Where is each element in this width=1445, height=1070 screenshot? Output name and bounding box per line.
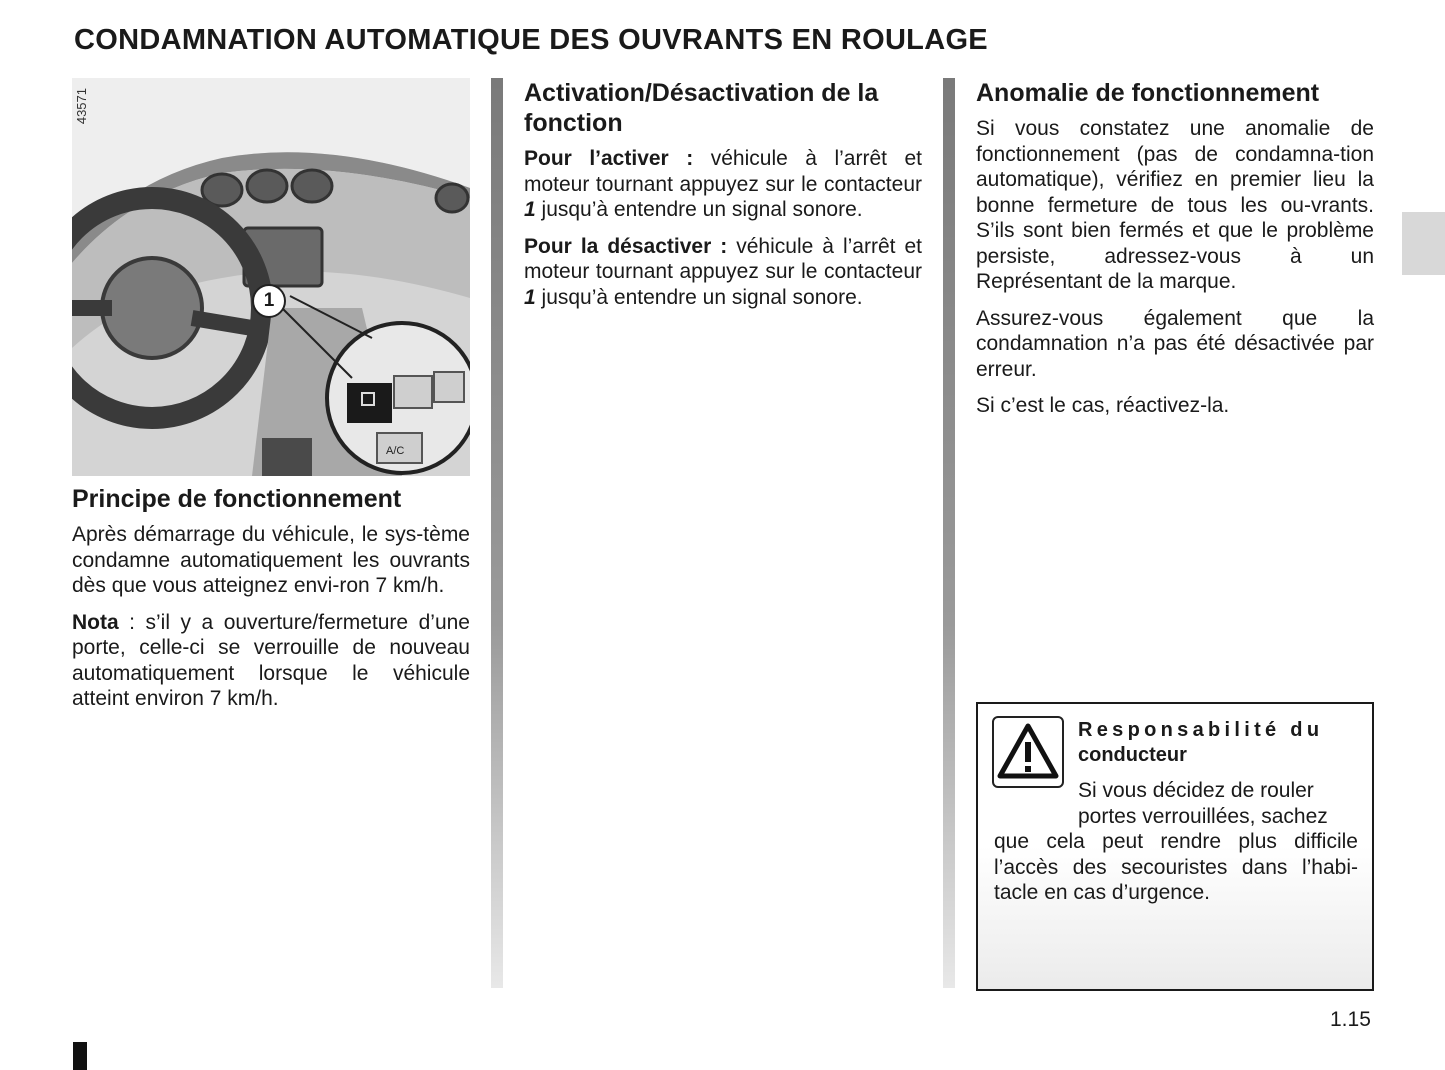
nota-text: : s’il y a ouverture/fermeture d’une porte, celle-ci se verrouille de nouveau automatiquement lorsque le véhicule atteint environ 7 km/h.	[72, 610, 470, 710]
nota-paragraph	[72, 610, 470, 712]
anomaly-reactivate-paragraph: Si c’est le cas, réactivez-la.	[976, 394, 1230, 417]
switch-reference: 1	[524, 198, 536, 221]
driver-responsibility-warning	[976, 702, 1374, 991]
section-heading-activation: Activation/Désactivation de la fonction	[524, 79, 879, 137]
dashboard-illustration	[72, 78, 470, 476]
page-number: 1.15	[1330, 1008, 1371, 1031]
activate-text-end: jusqu’à entendre un signal sonore.	[535, 198, 863, 221]
switch-reference: 1	[524, 285, 536, 309]
page-corner-mark	[73, 1042, 87, 1070]
warning-body-line1: Si vous décidez de rouler	[1078, 779, 1314, 802]
anomaly-paragraph: Si vous constatez une anomalie de fonctionnement (pas de condamna-tion automatique), vérifiez en premier lieu la bonne fermeture de tous les ou-vrants. S’ils sont bien fermés et que le problème persiste, adressez-vous à un Représentant de la marque.	[976, 117, 1374, 293]
callout-marker-1: 1	[252, 284, 286, 318]
warning-body-line2: portes verrouillées, sachez	[1078, 804, 1328, 828]
column-anomaly	[976, 78, 1374, 430]
deactivate-paragraph	[524, 234, 922, 311]
warning-body-rest: que cela peut rendre plus difficile l’accès des secouristes dans l’habi-tacle en cas d’urgence.	[994, 830, 1358, 904]
warning-body	[994, 778, 1358, 906]
section-heading-anomaly: Anomalie de fonctionnement	[976, 79, 1320, 107]
page-title: CONDAMNATION AUTOMATIQUE DES OUVRANTS EN ROULAGE	[74, 24, 988, 56]
column-separator	[491, 78, 503, 988]
warning-title-line2: conducteur	[1078, 744, 1187, 766]
principle-paragraph: Après démarrage du véhicule, le sys-tème condamne automatiquement les ouvrants dès que vous atteignez envi-ron 7 km/h.	[72, 523, 470, 597]
section-heading-principle: Principe de fonctionnement	[72, 485, 402, 513]
figure-reference-number: 43571	[74, 88, 89, 125]
column-principle	[72, 78, 470, 723]
dashboard-drawing	[72, 78, 470, 476]
activate-text: véhicule à l’arrêt et moteur tournant appuyez sur le contacteur	[524, 147, 923, 196]
nota-label: Nota	[72, 610, 119, 634]
anomaly-check-paragraph: Assurez-vous également que la condamnation n’a pas été désactivée par erreur.	[976, 306, 1374, 381]
warning-title-line1: Responsabilité du	[1078, 719, 1324, 741]
section-tab-marker	[1402, 212, 1445, 275]
column-separator	[943, 78, 955, 988]
deactivate-text: véhicule à l’arrêt et moteur tournant appuyez sur le contacteur	[524, 234, 922, 283]
activate-label: Pour l’activer :	[524, 147, 694, 170]
deactivate-text-end: jusqu’à entendre un signal sonore.	[535, 285, 863, 309]
deactivate-label: Pour la désactiver :	[524, 234, 728, 258]
warning-title	[1078, 718, 1358, 768]
column-activation	[524, 78, 922, 321]
svg-text:A/C: A/C	[386, 445, 405, 457]
activate-paragraph	[524, 146, 922, 223]
